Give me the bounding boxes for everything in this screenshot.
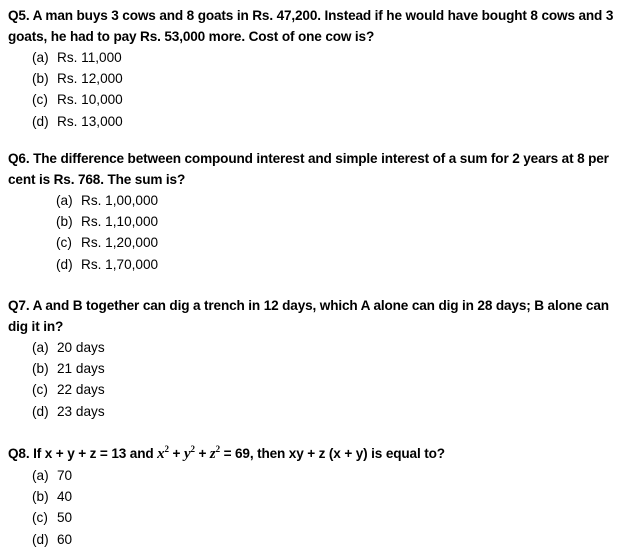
options-list <box>8 47 629 132</box>
option-value: 22 days <box>57 382 105 398</box>
option-label: (d) <box>32 531 49 547</box>
option-value: 20 days <box>57 340 105 355</box>
option-a <box>32 465 629 486</box>
option-value: 21 days <box>57 361 105 377</box>
plus-sign: + <box>172 446 181 461</box>
option-value: Rs. 12,000 <box>57 71 123 87</box>
options-list <box>8 190 629 275</box>
plus-sign: + <box>198 446 207 461</box>
exponent: 2 <box>215 444 220 454</box>
option-b <box>56 211 629 232</box>
option-d <box>32 111 629 132</box>
math-var-x: x <box>157 446 165 462</box>
option-label: (b) <box>32 361 49 377</box>
option-label: (a) <box>32 50 49 65</box>
option-d <box>56 254 629 275</box>
option-value: Rs. 1,00,000 <box>81 193 159 208</box>
option-a <box>32 337 629 358</box>
option-c <box>32 379 629 400</box>
math-var-y: y <box>183 446 191 462</box>
option-value: 50 <box>57 510 73 526</box>
option-label: (c) <box>32 92 48 108</box>
option-value: Rs. 1,70,000 <box>81 256 159 272</box>
question-stem: A man buys 3 cows and 8 goats in Rs. 47,200. Instead if he would have bought 8 cows and 3 goats, he had to pay Rs. 53,000 more. Cost of one cow is? <box>8 8 614 44</box>
question-stem: A and B together can dig a trench in 12 days, which A alone can dig in 28 days; B alone can dig it in? <box>8 298 609 334</box>
option-label: (b) <box>56 214 73 230</box>
math-var-z: z <box>209 446 216 462</box>
question-stem-end: = 69, then xy + z (x + y) is equal to? <box>223 446 445 461</box>
option-label: (c) <box>32 510 48 526</box>
options-list <box>8 465 629 550</box>
math-y-squared <box>184 446 195 462</box>
question-7 <box>8 295 629 422</box>
option-label: (d) <box>32 113 49 129</box>
option-b <box>32 68 629 89</box>
option-c <box>32 89 629 110</box>
option-a <box>56 190 629 211</box>
option-label: (a) <box>32 340 49 355</box>
question-number: Q7. <box>8 298 30 313</box>
question-stem-start: If x + y + z = 13 and <box>33 446 154 461</box>
question-6-text <box>8 148 629 190</box>
question-number: Q6. <box>8 151 30 166</box>
option-value: Rs. 1,20,000 <box>81 235 159 251</box>
question-5-text <box>8 5 629 47</box>
option-label: (a) <box>32 468 49 483</box>
option-d <box>32 401 629 422</box>
options-list <box>8 337 629 422</box>
option-value: 40 <box>57 489 73 505</box>
option-value: Rs. 11,000 <box>57 50 122 65</box>
option-c <box>56 232 629 253</box>
option-label: (d) <box>56 256 73 272</box>
option-label: (b) <box>32 71 49 87</box>
option-label: (d) <box>32 403 49 419</box>
question-number: Q5. <box>8 8 30 23</box>
question-7-text <box>8 295 629 337</box>
option-a <box>32 47 629 68</box>
question-stem: The difference between compound interest and simple interest of a sum for 2 years at 8 per cent is Rs. 768. The sum is? <box>8 151 609 187</box>
question-8 <box>8 443 629 550</box>
option-b <box>32 358 629 379</box>
option-c <box>32 507 629 528</box>
option-label: (b) <box>32 489 49 505</box>
math-z-squared <box>210 446 220 462</box>
option-label: (c) <box>56 235 72 251</box>
option-d <box>32 529 629 550</box>
option-value: 23 days <box>57 403 105 419</box>
question-number: Q8. <box>8 446 30 461</box>
option-label: (a) <box>56 193 73 208</box>
question-5 <box>8 5 629 132</box>
option-label: (c) <box>32 382 48 398</box>
question-6 <box>8 148 629 275</box>
exponent: 2 <box>164 444 169 454</box>
option-value: 60 <box>57 531 73 547</box>
option-value: Rs. 1,10,000 <box>81 214 159 230</box>
option-value: Rs. 13,000 <box>57 113 123 129</box>
exponent: 2 <box>190 444 195 454</box>
option-value: 70 <box>57 468 73 483</box>
math-x-squared <box>157 446 169 462</box>
option-b <box>32 486 629 507</box>
option-value: Rs. 10,000 <box>57 92 123 108</box>
question-8-text <box>8 443 629 465</box>
